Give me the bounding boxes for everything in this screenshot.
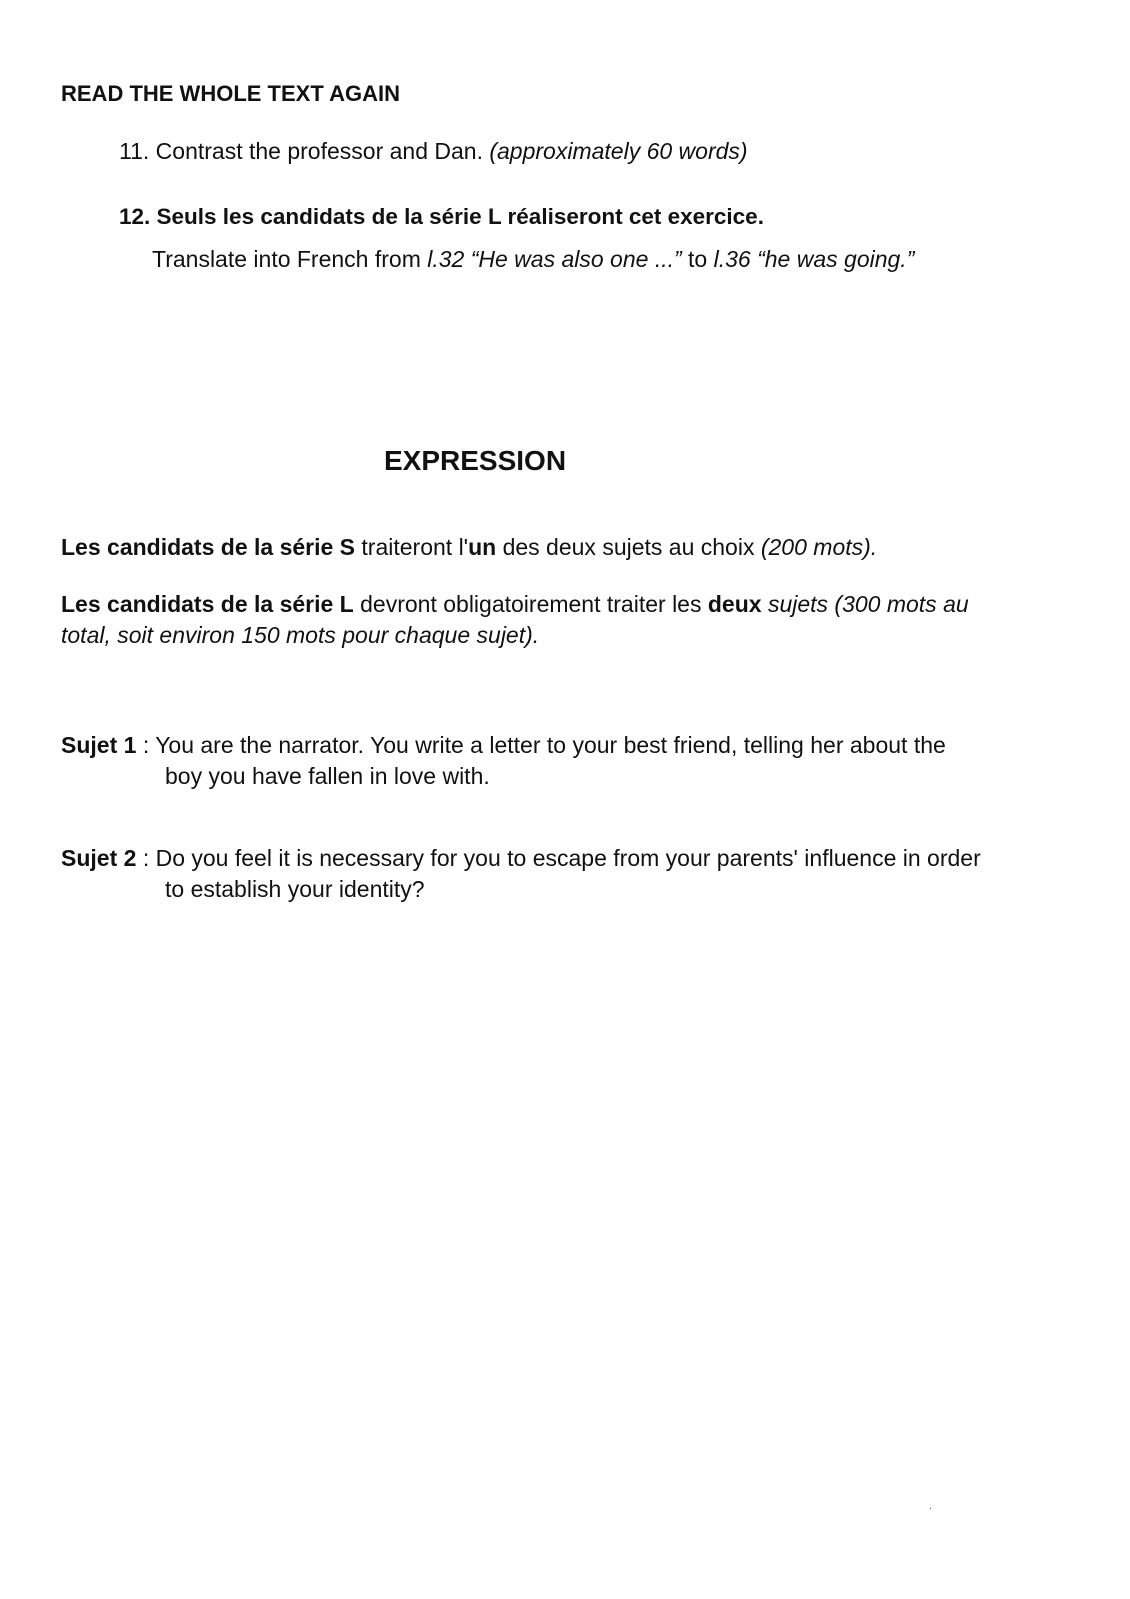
serie-l-bold-2: deux <box>707 591 762 617</box>
serie-l-text-1: devront obligatoirement traiter les <box>360 591 702 617</box>
sujet-1-line1: You are the narrator. You write a letter to your best friend, telling her about the <box>155 732 946 758</box>
question-11-text: Contrast the professor and Dan. <box>155 138 483 164</box>
question-11-note: (approximately 60 words) <box>489 138 748 164</box>
sujet-2-line1: Do you feel it is necessary for you to escape from your parents' influence in order <box>155 845 981 871</box>
sujet-2-separator: : <box>142 845 150 871</box>
serie-s-text-1: traiteront l' <box>361 534 469 560</box>
serie-s-bold-2: un <box>468 534 497 560</box>
serie-s-text-2: des deux sujets au choix <box>502 534 755 560</box>
serie-l-note-line2: total, soit environ 150 mots pour chaque sujet). <box>61 622 540 648</box>
question-12-text-to: to <box>688 246 708 272</box>
question-12-ref-start: l.32 “He was also one ...” <box>427 246 682 272</box>
section-heading: READ THE WHOLE TEXT AGAIN <box>61 81 400 106</box>
serie-l-bold-1: Les candidats de la série L <box>61 591 354 617</box>
sujet-1-label: Sujet 1 <box>61 732 137 758</box>
expression-title: EXPRESSION <box>384 445 567 476</box>
serie-s-note: (200 mots). <box>760 534 878 560</box>
sujet-2-label: Sujet 2 <box>61 845 137 871</box>
sujet-2 <box>61 843 1071 905</box>
serie-l-note-line1: sujets (300 mots au <box>767 591 969 617</box>
sujet-1-line2: boy you have fallen in love with. <box>165 763 490 789</box>
question-12-ref-end: l.36 “he was going.” <box>713 246 915 272</box>
question-12-heading: 12. Seuls les candidats de la série L réaliseront cet exercice. <box>119 204 764 229</box>
serie-l-instruction-line1 <box>61 590 969 618</box>
serie-s-bold-1: Les candidats de la série S <box>61 534 356 560</box>
question-12-instruction <box>152 245 914 273</box>
serie-s-instruction <box>61 533 877 561</box>
question-12-text-prefix: Translate into French from <box>152 246 421 272</box>
question-11 <box>119 137 748 165</box>
scan-speck <box>930 1508 931 1509</box>
question-11-number: 11. <box>119 138 150 164</box>
sujet-1 <box>61 730 1071 792</box>
sujet-1-separator: : <box>142 732 150 758</box>
sujet-2-line2: to establish your identity? <box>165 876 425 902</box>
